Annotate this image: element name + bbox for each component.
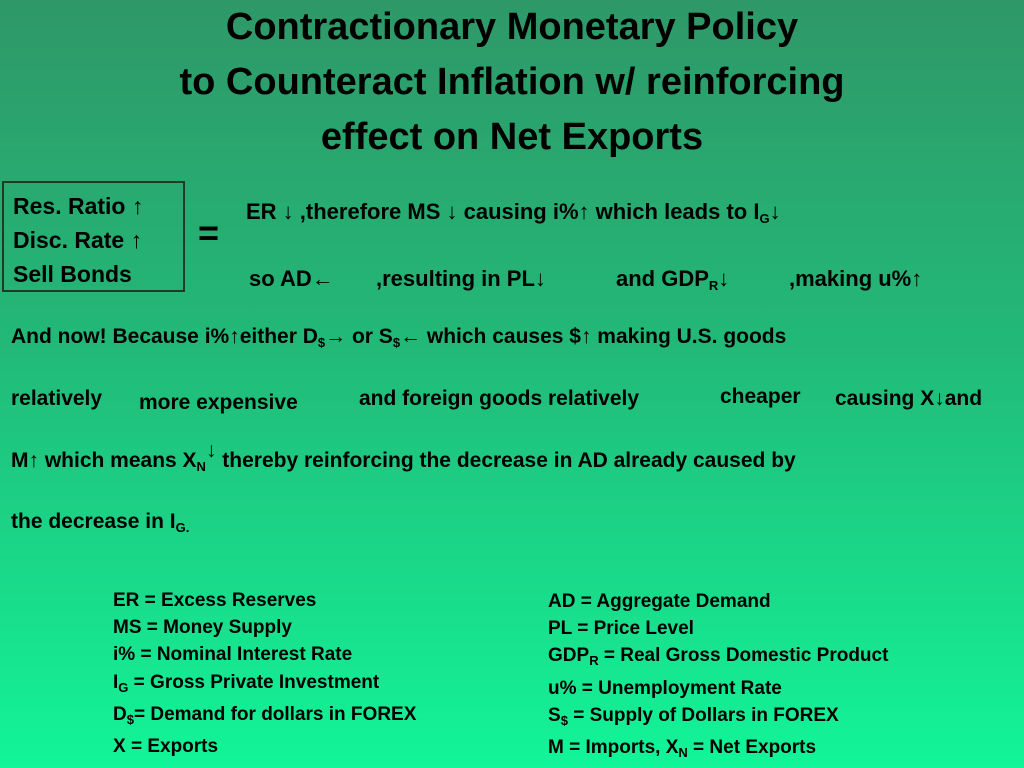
legend-entry [548, 615, 888, 642]
title-line-1: Contractionary Monetary Policy [225, 6, 799, 48]
legend-entry-definition: = Demand for dollars in FOREX [133, 703, 417, 725]
legend-entry-text: X = Exports [113, 736, 219, 758]
p3-subscript-n: N [196, 459, 206, 474]
equals-sign: = [198, 212, 220, 253]
policy-discount-rate: Disc. Rate ↑ [13, 227, 143, 253]
legend-entry-subscript: $ [560, 712, 568, 728]
p3-text-b: thereby reinforcing the decrease in AD already caused by [222, 449, 796, 472]
paragraph-line-1 [11, 325, 786, 350]
legend-entry-text: S [548, 704, 561, 726]
legend-entry-text: M = Imports, X [548, 737, 679, 759]
chain-line-1-text: ER ↓ ,therefore MS ↓ causing i%↑ which leads to I [246, 199, 760, 224]
legend-entry-text: i% = Nominal Interest Rate [113, 644, 353, 666]
p1-text-a: And now! Because i%↑either D [11, 325, 318, 348]
legend-entry [548, 675, 888, 702]
chain-line-1-arrow: ↓ [769, 199, 781, 224]
chain-line-1-subscript: G [759, 211, 770, 226]
legend-entry [548, 734, 888, 766]
legend-entry [548, 588, 888, 615]
chain-line-2-gdp [616, 266, 729, 293]
legend-entry-subscript: N [678, 745, 688, 761]
gdp-subscript: R [708, 278, 719, 293]
legend-entry-text: ER = Excess Reserves [113, 590, 317, 611]
legend-entry-text: PL = Price Level [548, 618, 694, 640]
legend-entry-subscript: $ [126, 711, 134, 727]
p1-subscript-s: $ [392, 335, 401, 350]
policy-reserve-ratio: Res. Ratio ↑ [13, 193, 144, 219]
p1-subscript-d: $ [317, 335, 326, 350]
p2-causing-x: causing X↓and [835, 387, 983, 410]
legend-entry-definition: = Supply of Dollars in FOREX [567, 704, 839, 726]
p2-relatively: relatively [11, 387, 103, 410]
p2-cheaper: cheaper [720, 385, 801, 408]
gdp-text: and GDP [616, 266, 709, 291]
legend-entry-text: MS = Money Supply [113, 617, 292, 639]
legend-entry-definition: = Real Gross Domestic Product [598, 645, 889, 667]
paragraph-line-3 [11, 439, 796, 474]
slide-title [0, 0, 1024, 165]
p2-more-expensive: more expensive [139, 391, 298, 414]
chain-line-2-unemployment: ,making u%↑ [789, 266, 923, 291]
p2-foreign-goods: and foreign goods relatively [359, 387, 640, 410]
legend-entry [113, 614, 416, 641]
legend-right [548, 588, 888, 766]
legend-entry-text: GDP [548, 645, 590, 667]
gdp-arrow: ↓ [718, 266, 730, 291]
legend-left [113, 587, 416, 760]
p3-arrow: ↓ [205, 439, 217, 462]
legend-entry [113, 669, 416, 701]
title-line-3: effect on Net Exports [320, 116, 704, 158]
p4-subscript-g: G. [175, 520, 190, 535]
legend-entry [113, 641, 416, 668]
legend-entry-text: I [113, 671, 119, 693]
p1-text-c: ← which causes $↑ making U.S. goods [400, 325, 787, 348]
paragraph-line-4 [11, 510, 189, 535]
policy-sell-bonds: Sell Bonds [13, 261, 132, 287]
p4-text: the decrease in I [11, 510, 176, 533]
p3-text-a: M↑ which means X [11, 449, 197, 472]
legend-entry [113, 701, 416, 733]
legend-entry [548, 642, 888, 674]
legend-entry [113, 587, 416, 614]
legend-entry-definition: = Gross Private Investment [128, 671, 380, 693]
policy-tools-box [2, 181, 185, 292]
title-line-2: to Counteract Inflation w/ reinforcing [179, 61, 845, 103]
p1-text-b: → or S [325, 325, 393, 348]
legend-entry-subscript: G [118, 679, 129, 695]
chain-line-2-ad: so AD← [249, 266, 334, 291]
chain-line-1 [246, 199, 781, 226]
legend-entry [113, 733, 416, 760]
legend-entry-text: AD = Aggregate Demand [548, 591, 771, 612]
legend-entry-subscript: R [589, 653, 599, 669]
legend-entry-definition: = Net Exports [687, 737, 817, 759]
legend-entry-text: D [113, 703, 127, 725]
legend-entry [548, 702, 888, 734]
chain-line-2-pl: ,resulting in PL↓ [376, 266, 546, 291]
legend-entry-text: u% = Unemployment Rate [548, 677, 782, 699]
